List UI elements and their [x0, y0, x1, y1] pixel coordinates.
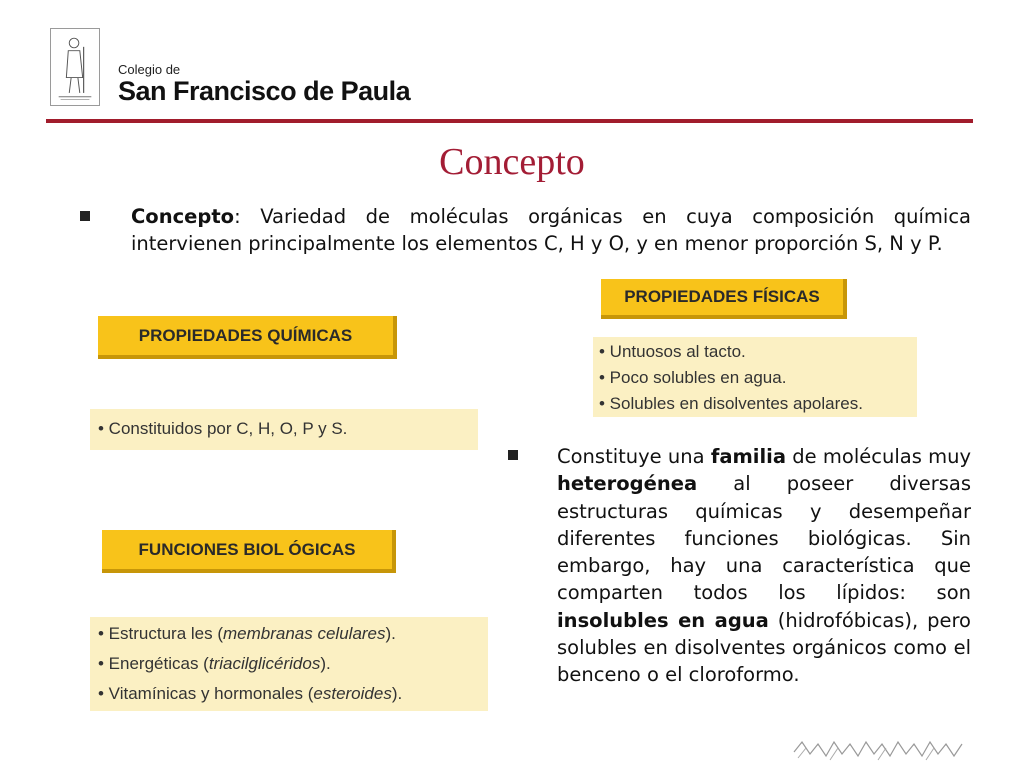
saint-figure-icon: [51, 29, 99, 105]
concept-text: : Variedad de moléculas orgánicas en cuya composición química intervienen principalmente los elementos C, H y O, y en menor proporción S, N y P.: [131, 205, 971, 255]
school-name: San Francisco de Paula: [118, 76, 411, 106]
header-divider: [46, 119, 973, 123]
list-item: • Solubles en disolventes apolares.: [599, 394, 863, 413]
school-logo: [50, 28, 100, 106]
chemical-properties-list: [90, 409, 478, 450]
family-paragraph: Constituye una familia de moléculas muy heterogénea al poseer diversas estructuras químicas y desempeñar diferentes funciones biológicas. Sin embargo, hay una característica que comparten todos los lípidos: son insolubles en agua (hidrofóbicas), pero solubles en disolventes orgánicos como el benceno o el cloroformo.: [557, 445, 972, 687]
concept-paragraph: [131, 203, 971, 257]
list-item: • Energéticas (triacilglicéridos).: [98, 654, 331, 673]
list-item: • Estructura les (membranas celulares).: [98, 624, 396, 643]
bullet-marker: [80, 211, 90, 221]
list-item: • Constituidos por C, H, O, P y S.: [98, 419, 348, 438]
biological-functions-list: [90, 617, 488, 711]
chemical-properties-header: PROPIEDADES QUÍMICAS: [98, 316, 397, 359]
bullet-marker: [508, 450, 518, 460]
school-prefix: Colegio de: [118, 62, 181, 77]
list-item: • Vitamínicas y hormonales (esteroides).: [98, 684, 403, 703]
list-item: • Untuosos al tacto.: [599, 342, 746, 361]
biological-functions-header: FUNCIONES BIOL ÓGICAS: [102, 530, 396, 573]
decorative-molecule-sketch: [790, 734, 970, 764]
slide-title: Concepto: [439, 141, 585, 183]
physical-properties-list: [593, 337, 917, 417]
concept-term: Concepto: [131, 205, 235, 228]
list-item: • Poco solubles en agua.: [599, 368, 787, 387]
physical-properties-header: PROPIEDADES FÍSICAS: [601, 279, 847, 319]
